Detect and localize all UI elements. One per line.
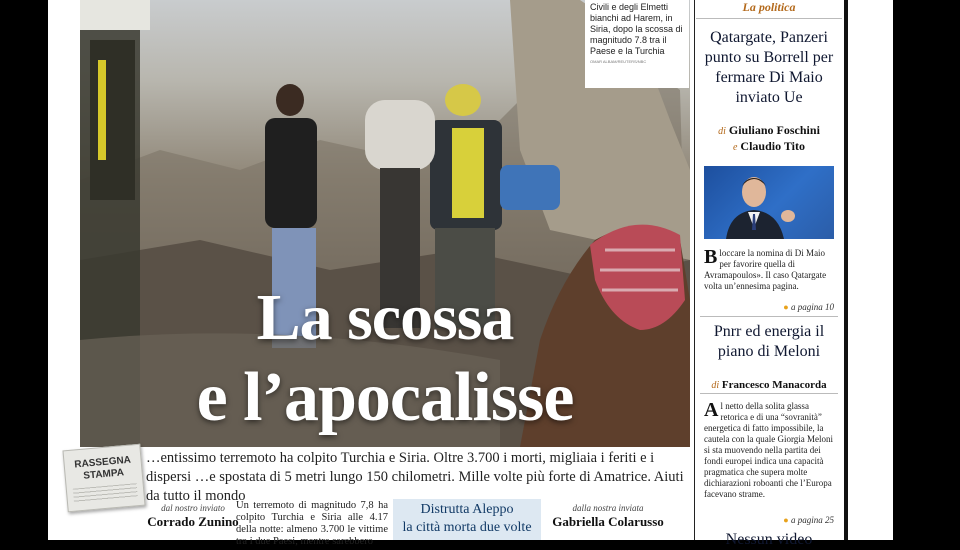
story1-author2: Claudio Tito [740,139,806,153]
bullet-icon: ● [783,302,791,312]
story2-dropcap: A [704,399,719,421]
stamp-line1: RASSEGNA [73,454,132,471]
aleppo-box-line1: Distrutta Aleppo [420,502,514,517]
byline-author: Corrado Zunino [147,514,239,529]
rassegna-stampa-stamp [62,444,145,513]
story2-headline: Pnrr ed energia il piano di Meloni [713,323,825,360]
stamp-line2: STAMPA [82,467,125,482]
byline-kicker: dal nostro inviato [161,503,225,513]
column-divider [694,0,695,540]
main-headline-line1: La scossa [256,281,514,354]
story1-headline: Qatargate, Panzeri punto su Borrell per fermare Di Maio inviato Ue [704,29,834,106]
right-black-frame [893,0,960,540]
story-rule [700,393,838,394]
photo-credit: OMAR ALBAM/REUTERS/NBC [590,59,647,64]
left-black-frame [0,0,48,540]
story3-headline: Nessun video [725,531,813,548]
stamp-newspaper-lines [73,483,138,503]
byline-author: Gabriella Colarusso [552,514,664,529]
story2-text: l netto della solita glassa retorica e di una “sovranità” energetica di fatto impossibile, la cautela con la quale Giorgia Meloni si sta muovendo nella partita dei fondi europei indica una capacità pragmatica che supera molte dichiarazioni roboanti che l’Europa facevano strame. [704,401,834,499]
photo-caption-text: Civili e degli Elmetti bianchi ad Harem, in Siria, dopo la scossa di magnitudo 7.8 tra il Paese e la Turchia [590,2,683,56]
portrait-illustration [704,166,834,239]
aleppo-box [393,499,541,540]
story2-page-ref: ● a pagina 25 [783,515,834,525]
story1-dropcap: B [704,246,718,268]
byline-colarusso [548,503,668,530]
section-rule [696,18,842,19]
story2-body [704,401,836,500]
di-maio-photo [704,166,834,239]
story1-byline: di Giuliano Foschini e Claudio Tito [718,123,820,153]
story1-body [704,248,836,292]
story-rule [700,316,838,317]
lead-subheadline: …entissimo terremoto ha colpito Turchia e Siria. Oltre 3.700 i morti, migliaia i feriti e i dispersi …e spostata di 5 metri lungo 150 chilometri. Mille volte più forte di Amatrice. Aiuti da tutto il mondo [146,450,684,504]
byline-kicker: dalla nostra inviata [572,503,644,513]
politics-sidebar [696,0,842,548]
photo-caption [585,0,689,88]
newspaper-front-page [48,0,893,548]
page-right-margin [844,0,893,540]
earthquake-photo [80,0,690,447]
story2-byline: di Francesco Manacorda [711,379,827,391]
story1-page-ref: ● a pagina 10 [783,302,834,312]
aleppo-box-line2: la città morta due volte [402,520,532,535]
section-label: La politica [742,0,796,14]
lead-article-text: Un terremoto di magnitudo 7,8 ha colpito Turchia e Siria alle 4.17 della notte: almeno 3.700 le vittime tra i due Paesi, mentre sarebbero [236,500,388,547]
bullet-icon: ● [783,515,791,525]
main-headline-line2: e l’apocalisse [196,359,574,436]
story1-author1: Giuliano Foschini [728,123,820,137]
story2-author: Francesco Manacorda [721,379,827,391]
story1-text: loccare la nomina di Di Maio per favorire quella di Avramapoulos». Il caso Qatargate volta un’ennesima pagina. [704,248,827,291]
